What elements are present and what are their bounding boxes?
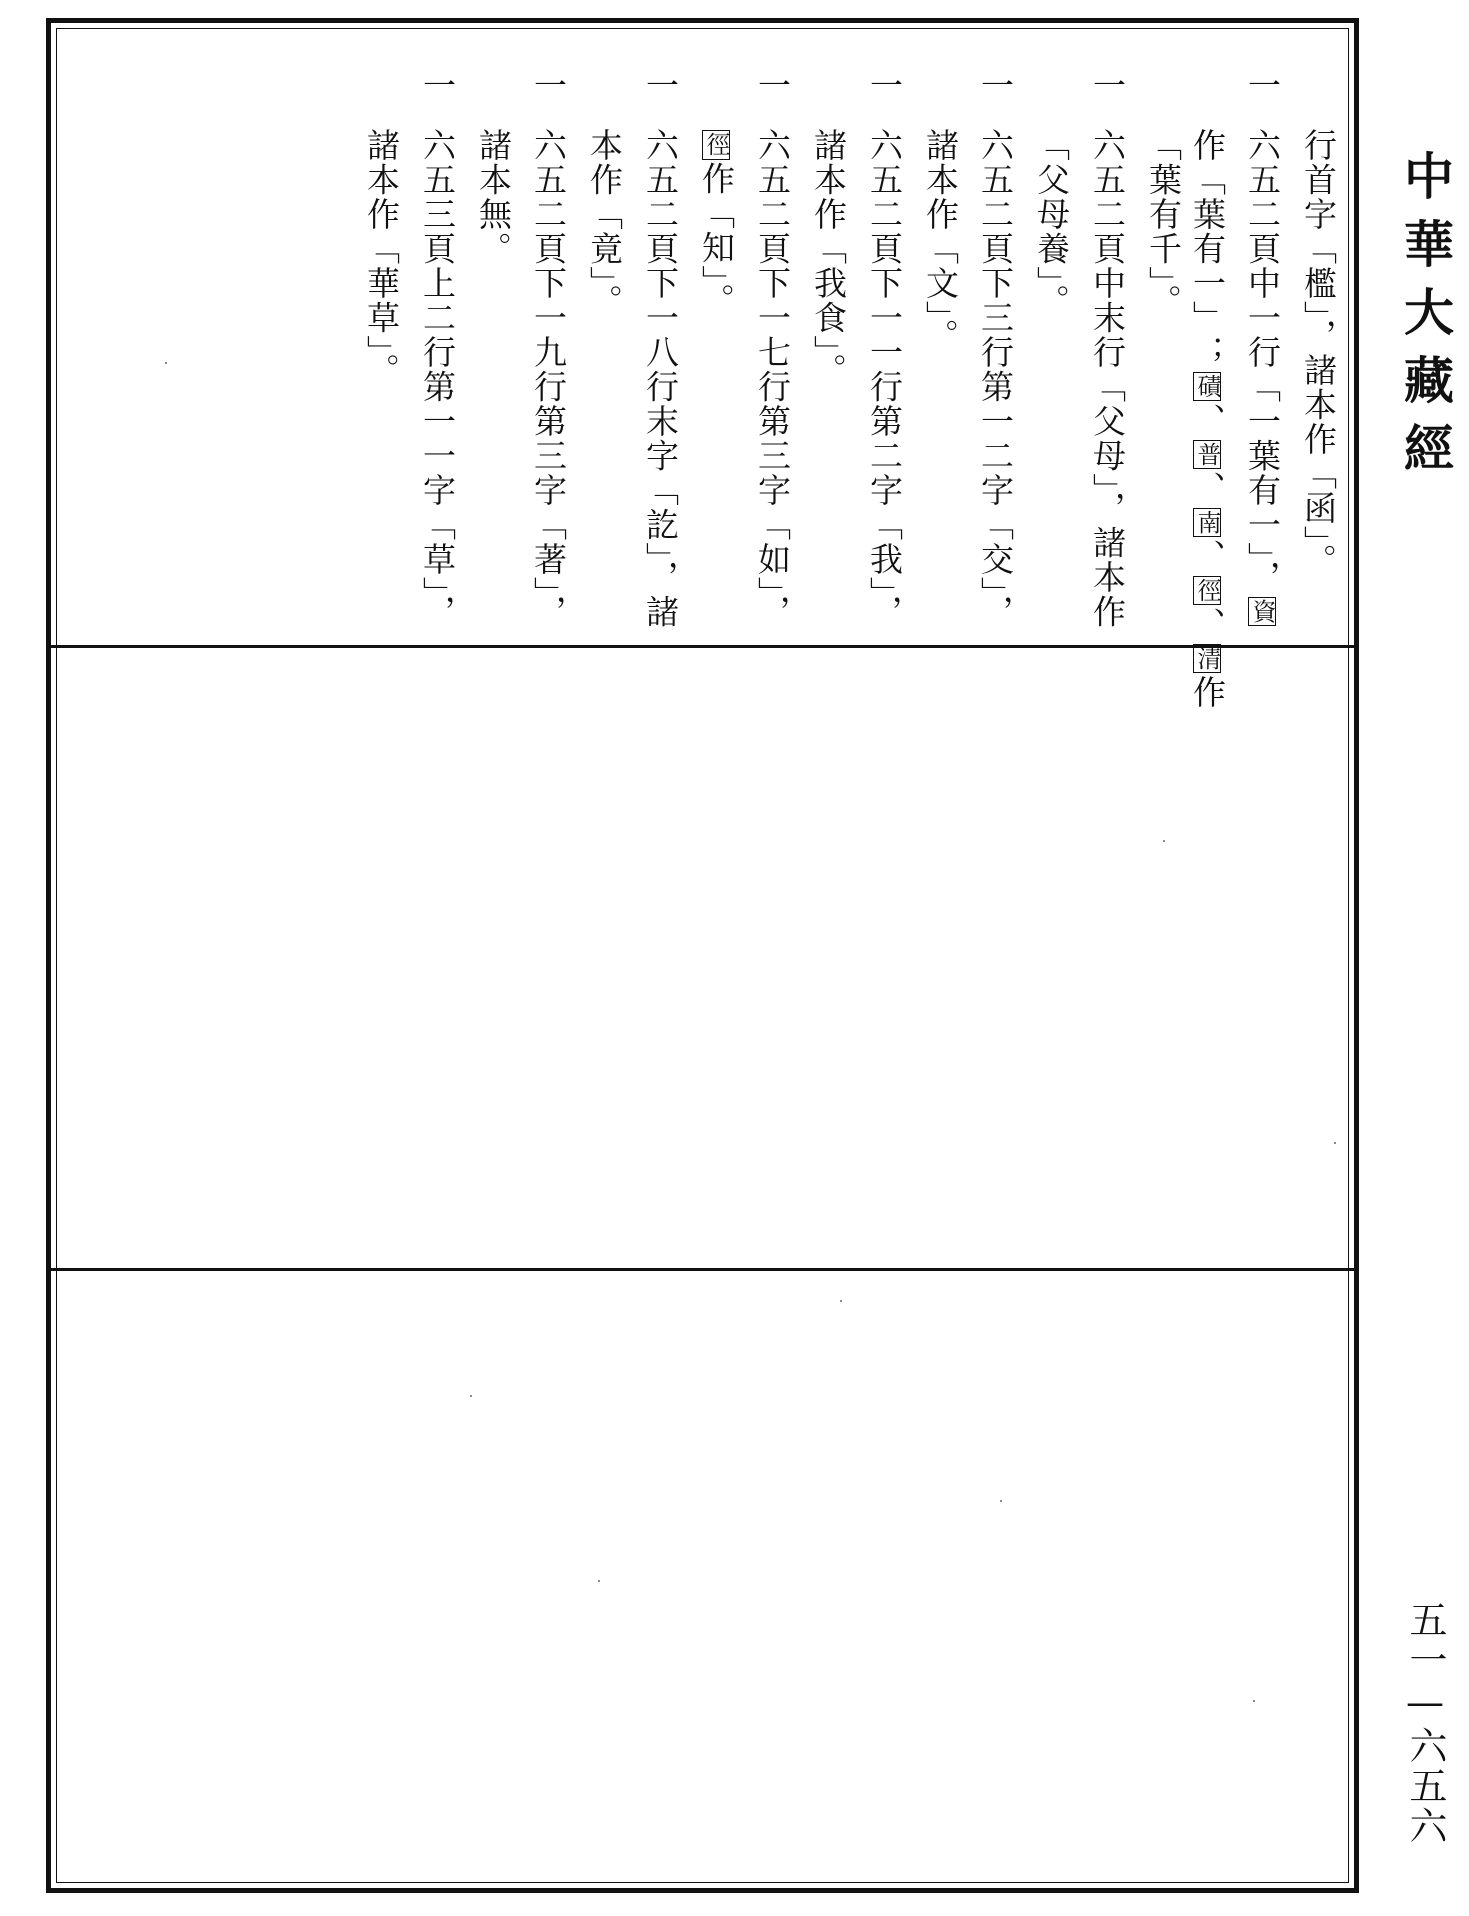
note-column: 諸本作「文」。 — [921, 128, 960, 353]
note-column: 六五二頁下一一行第二字「我」， — [865, 128, 904, 629]
scan-speck — [470, 1395, 472, 1397]
edition-mark: 磧 — [1193, 373, 1221, 399]
note-column: 徑作「知」。 — [697, 132, 736, 318]
note-column: 諸本作「華草」。 — [362, 128, 401, 388]
note-column: 作「葉有一」；磧、普、南、徑、清作 — [1188, 128, 1227, 710]
note-column: 六五二頁下一八行末字「訖」，諸 — [641, 128, 680, 629]
entry-marker: 一 — [641, 68, 680, 101]
edition-mark: 清 — [1193, 645, 1221, 671]
note-column: 六五三頁上二行第一一字「草」， — [418, 128, 457, 629]
canon-title: 中華大藏經 — [1396, 150, 1454, 490]
note-column: 六五二頁中末行「父母」，諸本作 — [1088, 128, 1127, 629]
entry-marker: 一 — [1088, 68, 1127, 101]
note-column: 諸本作「我食」。 — [809, 128, 848, 388]
scan-speck — [1334, 1142, 1336, 1144]
note-column: 「父母養」。 — [1032, 128, 1071, 319]
note-column: 行首字「檻」，諸本作「函」。 — [1299, 128, 1338, 578]
page-number: 五一—六五六 — [1403, 1600, 1447, 1846]
note-column: 「葉有千」。 — [1144, 128, 1183, 319]
note-column: 六五二頁下一九行第三字「著」， — [529, 128, 568, 629]
note-column: 本作「竟」。 — [585, 128, 624, 319]
note-column: 六五二頁下三行第一二字「交」， — [976, 128, 1015, 629]
scan-speck — [1163, 840, 1165, 842]
note-column: 六五二頁中一行「一葉有一」，資 — [1243, 128, 1282, 624]
scan-speck — [1000, 1500, 1002, 1502]
note-column: 諸本無。 — [474, 128, 513, 266]
scan-speck — [1253, 1700, 1255, 1702]
edition-mark: 徑 — [1193, 577, 1221, 603]
edition-mark: 徑 — [702, 132, 730, 158]
note-column: 六五二頁下一七行第三字「如」， — [753, 128, 792, 629]
edition-mark: 普 — [1193, 441, 1221, 467]
entry-marker: 一 — [865, 68, 904, 101]
scan-speck — [165, 362, 167, 364]
entry-marker: 一 — [753, 68, 792, 101]
entry-marker: 一 — [1243, 68, 1282, 101]
scan-speck — [840, 1300, 842, 1302]
edition-mark: 南 — [1193, 509, 1221, 535]
edition-mark: 資 — [1248, 598, 1276, 624]
entry-marker: 一 — [976, 68, 1015, 101]
scan-speck — [598, 1580, 600, 1582]
entry-marker: 一 — [529, 68, 568, 101]
entry-marker: 一 — [418, 68, 457, 101]
